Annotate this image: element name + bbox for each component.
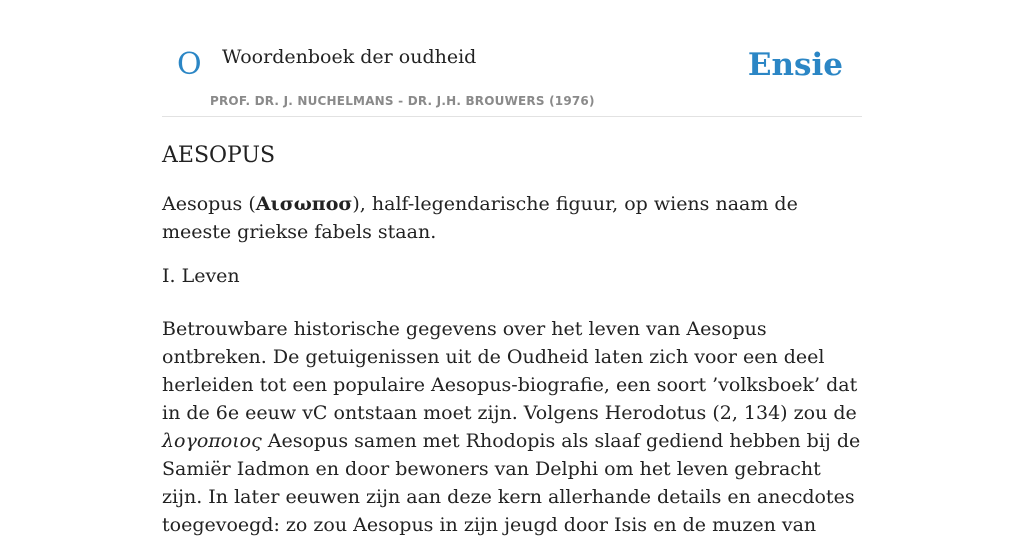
intro-text-end: ), half-legendarische figuur, op wiens naam de meeste griekse fabels staan. (162, 193, 798, 243)
article-intro (162, 190, 862, 246)
paragraph-text-start: Betrouwbare historische gegevens over het leven van Aesopus ontbreken. De getuigenissen uit de Oudheid laten zich voor een deel herleiden tot een populaire Aesopus-biografie, een soort ’volksboek’ dat in de 6e eeuw vC ontstaan moet zijn. Volgens Herodotus (2, 134) zou de (162, 318, 858, 424)
book-authors: PROF. DR. J. NUCHELMANS - DR. J.H. BROUWERS (1976) (210, 94, 595, 108)
article-paragraph (162, 315, 862, 539)
section-heading: I. Leven (162, 265, 240, 287)
greek-name: Αισωποσ (255, 193, 353, 215)
greek-term: λογοποιος (162, 430, 262, 452)
ensie-logo-link[interactable]: Ensie (747, 47, 843, 83)
paragraph-text-end: Aesopus samen met Rhodopis als slaaf gediend hebben bij de Samiër Iadmon en door bewoners van Delphi om het leven gebracht zijn. In later eeuwen zijn aan deze kern allerhande details en anecdotes toegevoegd: zo zou Aesopus in zijn jeugd door Isis en de muzen van (162, 430, 861, 536)
book-title-link[interactable]: Woordenboek der oudheid (222, 46, 477, 68)
article-title: AESOPUS (162, 143, 276, 168)
site-header (162, 0, 862, 117)
book-logo-icon[interactable]: O (177, 47, 202, 82)
page (162, 0, 862, 539)
intro-text-start: Aesopus ( (162, 193, 256, 215)
